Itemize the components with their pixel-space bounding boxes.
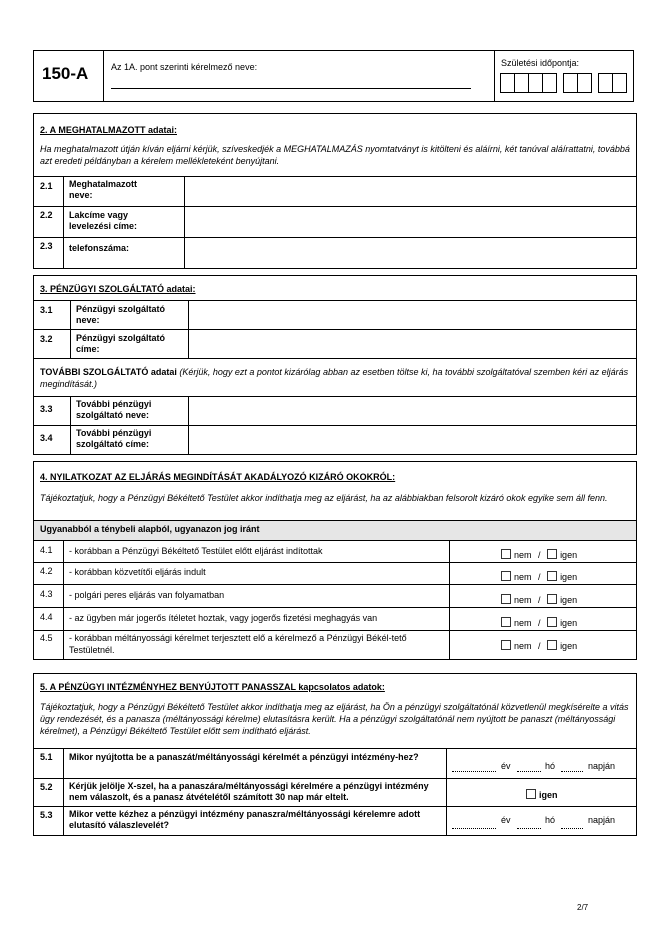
row-number: 4.2: [40, 566, 53, 576]
section2-title: 2. A MEGHATALMAZOTT adatai:: [40, 125, 177, 135]
birth-digit[interactable]: [514, 73, 529, 93]
row-number: 3.2: [40, 334, 53, 344]
row-number: 4.1: [40, 545, 53, 555]
header-divider-1: [103, 50, 104, 102]
further-provider-instruction: (Kérjük, hogy ezt a pontot kizárólag abban az esetben töltse ki, ha további szolgáltatóval szemben kéri az eljárás megindítását.): [40, 367, 629, 389]
exclusion-options: nem / igen: [501, 594, 577, 605]
birth-digit[interactable]: [563, 73, 578, 93]
provider-address-field[interactable]: [190, 331, 635, 357]
year-field[interactable]: [452, 828, 496, 829]
provider-name-label: Pénzügyi szolgáltató neve:: [76, 304, 166, 325]
no-checkbox[interactable]: nem: [501, 550, 532, 560]
section4-subheader: Ugyanabból a ténybeli alapból, ugyanazon jog iránt: [40, 524, 260, 534]
section2-intro: Ha meghatalmazott útján kíván eljárni kérjük, szíveskedjék a MEGHATALMAZÁS nyomtatványt is kitölteni és aláírni, két tanúval aláírattatni, továbbá azt eredeti példányban a kérelem mellékleteként benyújtani.: [40, 144, 630, 166]
header-divider-2: [494, 50, 495, 102]
row-number: 3.4: [40, 433, 53, 443]
section2-top-rule: [33, 176, 637, 177]
birth-digit[interactable]: [577, 73, 592, 93]
row-number: 2.1: [40, 181, 53, 191]
row-number: 5.2: [40, 782, 53, 792]
birth-digit[interactable]: [500, 73, 515, 93]
provider-address-label: Pénzügyi szolgáltató címe:: [76, 333, 166, 354]
day-label: napján: [588, 761, 616, 771]
row-number: 4.5: [40, 633, 53, 643]
month-label: hó: [545, 815, 556, 825]
applicant-name-label: Az 1A. pont szerinti kérelmező neve:: [111, 62, 258, 72]
complaint-submitted-question: Mikor nyújtotta be a panaszát/méltányossági kérelmét a pénzügyi intézmény-hez?: [69, 752, 419, 762]
day-field[interactable]: [561, 771, 583, 772]
birth-digit[interactable]: [598, 73, 613, 93]
proxy-name-field[interactable]: [186, 178, 635, 205]
no-checkbox[interactable]: nem: [501, 641, 532, 651]
no-response-question: Kérjük jelölje X-szel, ha a panaszára/méltányossági kérelmére a pénzügyi intézmény nem válaszolt, és a panasz átvételétől számított 30 nap már eltelt.: [69, 781, 429, 802]
exclusion-text: - korábban a Pénzügyi Békéltető Testület előtt eljárást indítottak: [69, 546, 323, 556]
year-field[interactable]: [452, 771, 496, 772]
row-number: 3.3: [40, 404, 53, 414]
day-field[interactable]: [561, 828, 583, 829]
birth-date-label: Születési időpontja:: [501, 58, 580, 68]
exclusion-text: - az ügyben már jogerős ítéletet hoztak, vagy jogerős fizetési meghagyás van: [69, 613, 378, 623]
exclusion-options: nem / igen: [501, 640, 577, 651]
yes-checkbox[interactable]: igen: [547, 572, 577, 582]
exclusion-options: nem / igen: [501, 549, 577, 560]
no-response-checkbox[interactable]: igen: [526, 789, 558, 800]
year-label: év: [501, 815, 511, 825]
further-provider-name-field[interactable]: [190, 398, 635, 424]
no-checkbox[interactable]: nem: [501, 572, 532, 582]
row-number: 5.1: [40, 752, 53, 762]
applicant-name-field[interactable]: [111, 88, 471, 89]
no-checkbox[interactable]: nem: [501, 595, 532, 605]
month-field[interactable]: [517, 771, 541, 772]
further-provider-address-field[interactable]: [190, 427, 635, 453]
exclusion-options: nem / igen: [501, 571, 577, 582]
section3-title: 3. PÉNZÜGYI SZOLGÁLTATÓ adatai:: [40, 284, 196, 294]
birth-digit[interactable]: [528, 73, 543, 93]
no-checkbox[interactable]: nem: [501, 618, 532, 628]
proxy-name-label: Meghatalmazott neve:: [69, 179, 138, 200]
exclusion-options: nem / igen: [501, 617, 577, 628]
birth-digit[interactable]: [542, 73, 557, 93]
form-code: 150-A: [42, 64, 89, 83]
row-number: 4.4: [40, 612, 53, 622]
yes-checkbox[interactable]: igen: [547, 641, 577, 651]
rejection-received-question: Mikor vette kézhez a pénzügyi intézmény panaszra/méltányossági kérelemre adott elutasító válaszlevelét?: [69, 809, 421, 830]
section5-title: 5. A PÉNZÜGYI INTÉZMÉNYHEZ BENYÚJTOTT PANASSZAL kapcsolatos adatok:: [40, 682, 385, 692]
further-provider-note: [40, 366, 632, 390]
month-label: hó: [545, 761, 556, 771]
section5-intro: Tájékoztatjuk, hogy a Pénzügyi Békéltető Testület akkor indíthatja meg az eljárást, ha Ön a pénzügyi szolgáltatónál közvetlenül megkísérelte a vitás ügy rendezését, és a panasza (méltányossági kérelme) elutasításra került. Ha a pénzügyi szolgáltatónál nem nyújtott be panaszt (méltányossági kérelmet), a Pénzügyi Békéltető Testület előtt sem indítható eljárást.: [40, 702, 629, 736]
page-number: 2/7: [577, 903, 589, 912]
birth-digit[interactable]: [612, 73, 627, 93]
row-number: 5.3: [40, 810, 53, 820]
row-number: 2.3: [40, 241, 53, 251]
proxy-address-field[interactable]: [186, 208, 635, 236]
further-provider-address-label: További pénzügyi szolgáltató címe:: [76, 428, 152, 449]
year-label: év: [501, 761, 511, 771]
month-field[interactable]: [517, 828, 541, 829]
exclusion-text: - korábban méltányossági kérelmet terjesztett elő a kérelmező a Pénzügyi Békél-tető Testületnél.: [69, 633, 407, 655]
yes-checkbox[interactable]: igen: [547, 595, 577, 605]
section4-intro: Tájékoztatjuk, hogy a Pénzügyi Békéltető Testület akkor indíthatja meg az eljárást, ha az alábbiakban felsorolt kizáró okok egyike sem áll fenn.: [40, 493, 608, 503]
row-number: 3.1: [40, 305, 53, 315]
proxy-phone-field[interactable]: [186, 239, 635, 267]
yes-checkbox[interactable]: igen: [547, 550, 577, 560]
row-number: 4.3: [40, 589, 53, 599]
day-label: napján: [588, 815, 616, 825]
yes-checkbox[interactable]: igen: [547, 618, 577, 628]
section4-title: 4. NYILATKOZAT AZ ELJÁRÁS MEGINDÍTÁSÁT AKADÁLYOZÓ KIZÁRÓ OKOKRÓL:: [40, 472, 396, 482]
further-provider-name-label: További pénzügyi szolgáltató neve:: [76, 399, 152, 420]
provider-name-field[interactable]: [190, 302, 635, 328]
further-provider-heading: TOVÁBBI SZOLGÁLTATÓ adatai: [40, 367, 177, 377]
proxy-phone-label: telefonszáma:: [69, 243, 130, 253]
proxy-address-label: Lakcíme vagy levelezési címe:: [69, 210, 138, 231]
row-number: 2.2: [40, 210, 53, 220]
exclusion-text: - korábban közvetítői eljárás indult: [69, 567, 206, 577]
exclusion-text: - polgári peres eljárás van folyamatban: [69, 590, 225, 600]
